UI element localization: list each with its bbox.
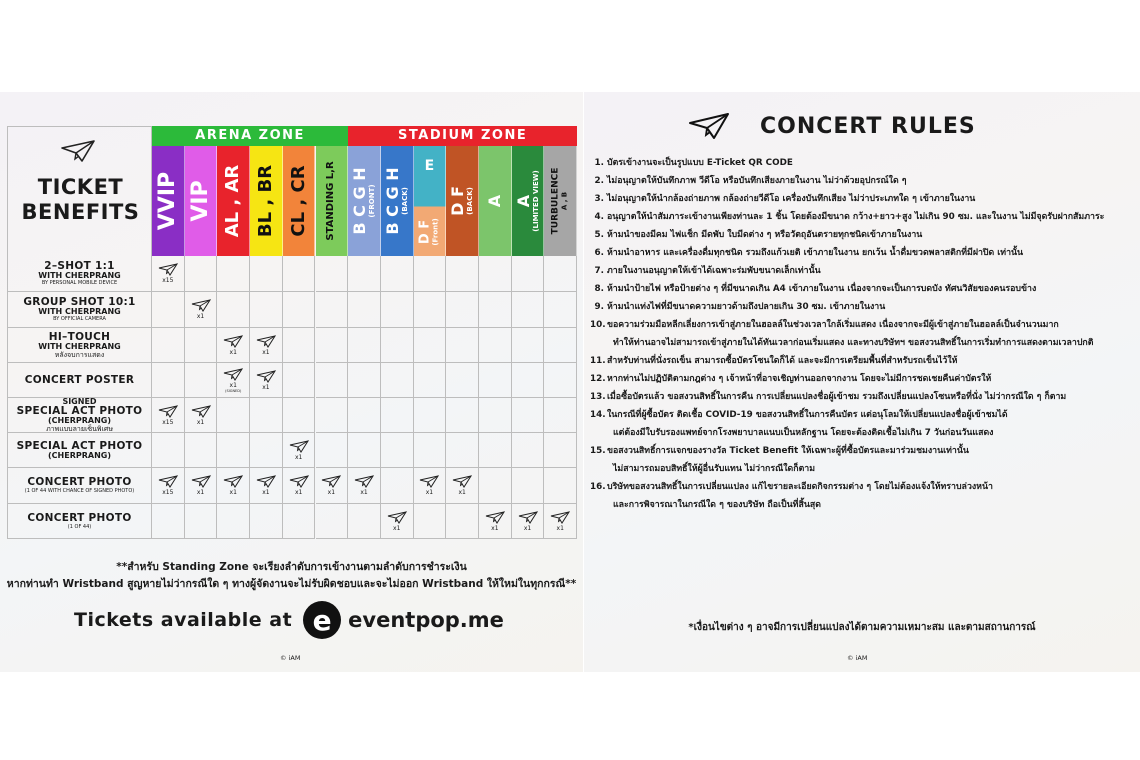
benefit-cell [316, 292, 349, 328]
benefit-cell [446, 468, 479, 504]
paper-plane-icon [191, 405, 211, 418]
benefit-cell [446, 504, 479, 539]
benefit-cell [544, 363, 577, 398]
paper-plane-icon [387, 511, 407, 524]
paper-plane-icon [485, 511, 505, 524]
column-header-label: A [513, 194, 533, 208]
benefit-quantity: x1 [393, 524, 401, 532]
benefit-cell [283, 468, 316, 504]
benefit-cell [446, 292, 479, 328]
benefit-cell [217, 363, 250, 398]
rule-number: 10. [590, 320, 606, 330]
benefit-cell [283, 504, 316, 539]
row-header-tiny: BY OFFICIAL CAMERA [53, 316, 106, 322]
paper-plane-icon [223, 475, 243, 488]
benefit-cell [512, 468, 545, 504]
table-title-line2: BENEFITS [21, 200, 140, 224]
column-header-label: AL , AR [222, 164, 244, 238]
benefit-cell [512, 256, 545, 292]
column-header [316, 146, 349, 256]
rule-item [590, 442, 1136, 460]
stadium-zone-header: STADIUM ZONE [348, 126, 577, 146]
column-header [479, 146, 512, 256]
benefit-cell [348, 398, 381, 433]
column-header-sub: (BACK) [466, 187, 475, 215]
column-header-label: VVIP [154, 171, 180, 231]
benefit-cell [185, 292, 218, 328]
benefit-cell [185, 398, 218, 433]
benefit-cell [348, 256, 381, 292]
rule-item [590, 280, 1136, 298]
paper-plane-icon [289, 440, 309, 453]
rule-number: 2. [594, 176, 604, 186]
rule-number: 3. [594, 194, 604, 204]
column-header-label: D F [448, 186, 468, 216]
benefit-cell [217, 433, 250, 468]
benefit-cell [283, 363, 316, 398]
benefit-cell [381, 256, 414, 292]
paper-plane-icon [158, 263, 178, 276]
benefit-cell [544, 256, 577, 292]
column-header-label: STANDING L,R [325, 161, 337, 241]
benefit-cell [381, 433, 414, 468]
paper-plane-icon [419, 475, 439, 488]
row-header-sub: (CHERPRANG) [48, 450, 111, 460]
benefit-quantity: x1 [262, 348, 270, 356]
benefit-quantity: x1 [327, 489, 336, 496]
column-header-lower-label: D F [417, 219, 433, 244]
row-header-tiny: BY PERSONAL MOBILE DEVICE [41, 280, 118, 286]
benefit-cell [348, 504, 381, 539]
column-header [283, 146, 316, 256]
rule-text: ห้ามนำของมีคม ไฟแช็ก มีดพับ ใบมีดต่าง ๆ หรือวัตถุอันตรายทุกชนิดเข้าภายในงาน [607, 230, 923, 240]
benefit-cell [250, 363, 283, 398]
benefit-cell [185, 504, 218, 539]
rule-text: ขอความร่วมมือหลีกเลี่ยงการเข้าสู่ภายในฮอลล์ในช่วงเวลาใกล้เริ่มแสดง เนื่องจากจะมีผู้เข้าสู่ภายในฮอลล์เป็นจำนวนมาก [607, 320, 1059, 330]
row-header-sub: (CHERPRANG) [48, 415, 111, 425]
rule-number: 14. [590, 410, 606, 420]
benefit-cell [316, 256, 349, 292]
column-header-lower-sub: (Front) [431, 218, 440, 246]
benefit-quantity: x1 [196, 489, 205, 496]
benefit-cell [348, 433, 381, 468]
column-header [217, 146, 250, 256]
benefit-cell [316, 504, 349, 539]
benefit-cell [414, 398, 447, 433]
rule-item [590, 370, 1136, 388]
benefit-cell [414, 256, 447, 292]
benefit-cell [250, 433, 283, 468]
rule-text: ไม่อนุญาตให้บันทึกภาพ วีดีโอ หรือบันทึกเสียงภายในงาน ไม่ว่าด้วยอุปกรณ์ใด ๆ [607, 176, 907, 186]
paper-plane-logo-icon [688, 112, 730, 140]
benefit-quantity: x1 [262, 489, 270, 496]
column-header-label: TURBULENCE [550, 167, 561, 235]
benefit-cell [544, 468, 577, 504]
paper-plane-icon [191, 299, 211, 312]
benefit-cell [250, 468, 283, 504]
rule-text: บัตรเข้างานจะเป็นรูปแบบ E-Ticket QR CODE [607, 158, 793, 168]
row-header-thai: หลังจบการแสดง [54, 350, 105, 359]
rule-text: บริษัทขอสงวนสิทธิ์ในการเปลี่ยนแปลง แก้ไขรายละเอียดกิจกรรมต่าง ๆ โดยไม่ต้องแจ้งให้ทราบล่วงหน้า [607, 482, 993, 492]
benefit-cell [479, 398, 512, 433]
row-header-sub: WITH CHERPRANG [38, 341, 121, 351]
paper-plane-icon [518, 511, 538, 524]
paper-plane-icon [289, 475, 309, 488]
benefit-quantity: x15 [162, 277, 174, 284]
row-header [7, 328, 152, 363]
benefit-cell [316, 328, 349, 363]
benefit-cell [348, 363, 381, 398]
benefit-cell [446, 328, 479, 363]
ticket-benefits-panel [0, 92, 583, 672]
row-header-tiny: (1 OF 44 WITH CHANCE OF SIGNED PHOTO) [24, 488, 135, 494]
rule-text: หากท่านไม่ปฏิบัติตามกฎต่าง ๆ เจ้าหน้าที่อาจเชิญท่านออกจากงาน โดยจะไม่มีการชดเชยคืนค่าบัตรให้ [607, 374, 992, 384]
row-header-main: 2–SHOT 1:1 [44, 260, 115, 272]
paper-plane-icon [452, 475, 472, 488]
paper-plane-icon [256, 475, 276, 488]
row-header-main: GROUP SHOT 10:1 [23, 296, 136, 308]
benefit-cell [217, 292, 250, 328]
rule-number: 6. [594, 248, 604, 258]
benefit-cell [414, 363, 447, 398]
rule-item-continued [590, 334, 1136, 352]
arena-zone-header: ARENA ZONE [152, 126, 348, 146]
rule-item [590, 352, 1136, 370]
rule-text: ห้ามนำป้ายไฟ หรือป้ายต่าง ๆ ที่มีขนาดเกิน A4 เข้าภายในงาน เนื่องจากจะเป็นการบดบัง ทัศนวิสัยของคนรอบข้าง [607, 284, 1037, 294]
rules-disclaimer: *เงื่อนไขต่าง ๆ อาจมีการเปลี่ยนแปลงได้ตามความเหมาะสม และตามสถานการณ์ [688, 622, 1036, 633]
rule-item [590, 298, 1136, 316]
concert-rules-panel [584, 92, 1140, 672]
rule-number: 1. [594, 158, 604, 168]
rule-number: 8. [594, 284, 604, 294]
benefit-quantity: x15 [162, 418, 174, 426]
paper-plane-icon [191, 475, 211, 488]
row-header-main: CONCERT PHOTO [27, 476, 132, 488]
benefit-cell [381, 363, 414, 398]
column-header-label: A [484, 194, 504, 208]
row-header [7, 363, 152, 398]
rule-text: เมื่อซื้อบัตรแล้ว ขอสงวนสิทธิ์ในการคืน การเปลี่ยนแปลงชื่อผู้เข้าชม รวมถึงเปลี่ยนแปลงโซนหรือที่นั่ง ไม่ว่ากรณีใด ๆ ก็ตาม [607, 392, 1067, 402]
benefit-cell [250, 256, 283, 292]
row-header [7, 398, 152, 433]
rule-item [590, 226, 1136, 244]
rule-number: 16. [590, 482, 606, 492]
benefit-cell [512, 398, 545, 433]
column-header-sub: (FRONT) [368, 184, 377, 218]
benefit-cell [479, 433, 512, 468]
row-header [7, 433, 152, 468]
benefit-cell [479, 504, 512, 539]
benefit-cell [283, 433, 316, 468]
benefit-cell [250, 398, 283, 433]
paper-plane-icon [158, 405, 178, 418]
benefit-cell [185, 468, 218, 504]
rule-text: ไม่สามารถมอบสิทธิ์ให้ผู้อื่นรับแทน ไม่ว่ากรณีใดก็ตาม [613, 464, 816, 474]
benefit-quantity: x1 [262, 383, 270, 391]
rule-text: ทำให้ท่านอาจไม่สามารถเข้าสู่ภายในได้ทันเวลาก่อนเริ่มแสดง และทางบริษัทฯ ขอสงวนสิทธิ์ในการเริ่มทำการแสดงตามเวลาปกติ [613, 338, 1094, 348]
rule-number: 5. [594, 230, 604, 240]
rule-text: ไม่อนุญาตให้นำกล้องถ่ายภาพ กล้องถ่ายวีดีโอ เครื่องบันทึกเสียง ไม่ว่าประเภทใด ๆ เข้าภายในงาน [607, 194, 976, 204]
tickets-available-banner [74, 600, 504, 640]
benefit-quantity: x1 [294, 489, 303, 496]
rule-item [590, 172, 1136, 190]
benefit-cell [250, 292, 283, 328]
row-header-main: HI–TOUCH [48, 330, 111, 343]
benefit-cell [512, 292, 545, 328]
benefit-cell [414, 292, 447, 328]
benefit-cell [152, 468, 185, 504]
benefit-cell [446, 433, 479, 468]
rule-number: 9. [594, 302, 604, 312]
row-header-tiny: (1 OF 44) [67, 523, 92, 530]
benefit-cell [381, 398, 414, 433]
benefit-cell [185, 363, 218, 398]
paper-plane-logo-icon [60, 139, 96, 163]
benefit-cell [217, 256, 250, 292]
benefit-cell [283, 398, 316, 433]
benefit-cell [544, 328, 577, 363]
benefit-quantity: x1 [229, 348, 237, 356]
rule-item [590, 388, 1136, 406]
benefit-cell [414, 433, 447, 468]
rules-title: CONCERT RULES [760, 113, 976, 139]
column-header-sub: (BACK) [400, 187, 409, 215]
row-header [7, 256, 152, 292]
rule-text: ห้ามนำอาหาร และเครื่องดื่มทุกชนิด รวมถึงแก้วเยติ เข้าภายในงาน ยกเว้น น้ำดื่มขวดพลาสติกที่มีฝาปิด เท่านั้น [607, 248, 1024, 258]
row-header-main2: SPECIAL ACT PHOTO [16, 404, 143, 417]
column-header [446, 146, 479, 256]
benefit-quantity: x1 [229, 489, 237, 496]
benefit-cell [512, 504, 545, 539]
rule-item-continued [590, 460, 1136, 478]
benefit-cell [152, 398, 185, 433]
row-header-main: SPECIAL ACT PHOTO [16, 439, 143, 452]
rule-text: ในกรณีที่ผู้ซื้อบัตร ติดเชื้อ COVID-19 ขอสงวนสิทธิ์ในการคืนบัตร แต่อนุโลมให้เปลี่ยนแปลงชื่อผู้เข้าชมได้ [607, 410, 1008, 420]
paper-plane-icon [321, 475, 341, 488]
rule-text: สำหรับท่านที่นั่งรถเข็น สามารถซื้อบัตรโซนใดก็ได้ และจะมีการเตรียมพื้นที่สำหรับรถเข็นไว้ให้ [607, 356, 958, 366]
benefit-cell [152, 433, 185, 468]
rule-number: 4. [594, 212, 604, 222]
row-header-sub: WITH CHERPRANG [38, 307, 121, 316]
rule-number: 11. [590, 356, 606, 366]
benefit-cell [316, 363, 349, 398]
column-header-label: VIP [187, 180, 213, 222]
standing-zone-note: **สำหรับ Standing Zone จะเรียงลำดับการเข้างานตามลำดับการชำระเงิน [116, 561, 467, 573]
benefit-cell [283, 292, 316, 328]
benefit-cell [544, 504, 577, 539]
rules-header [688, 106, 976, 146]
column-header [152, 146, 185, 256]
paper-plane-icon [256, 335, 276, 348]
benefit-cell [479, 468, 512, 504]
rule-text: ภายในงานอนุญาตให้เข้าได้เฉพาะร่มพับขนาดเล็กเท่านั้น [607, 266, 821, 276]
paper-plane-icon [223, 368, 243, 381]
rule-text: แต่ต้องมีใบรับรองแพทย์จากโรงพยาบาลแนบเป็นหลักฐาน โดยจะต้องติดเชื้อไม่เกิน 7 วันก่อนวันแสดง [613, 428, 994, 438]
benefit-quantity: x1 [229, 381, 237, 389]
benefit-cell [479, 328, 512, 363]
column-header-label: E [424, 158, 435, 174]
benefit-cell [152, 256, 185, 292]
paper-plane-icon [256, 370, 276, 383]
benefit-note: (SIGNED) [225, 388, 242, 393]
row-header [7, 504, 152, 539]
benefit-cell [544, 433, 577, 468]
rule-text: ขอสงวนสิทธิ์การแจกของรางวัล Ticket Benefit ให้เฉพาะผู้ที่ซื้อบัตรและมาร่วมชมงานเท่านั้น [607, 446, 969, 456]
benefit-cell [446, 256, 479, 292]
rule-item [590, 478, 1136, 496]
benefit-cell [217, 468, 250, 504]
benefit-quantity: x1 [556, 524, 564, 532]
rule-item-continued [590, 424, 1136, 442]
benefit-cell [217, 328, 250, 363]
column-header [414, 146, 447, 256]
benefit-cell [185, 433, 218, 468]
benefit-cell [348, 328, 381, 363]
benefit-cell [414, 504, 447, 539]
wristband-note: หากท่านทำ Wristband สูญหายไม่ว่ากรณีใด ๆ ทางผู้จัดงานจะไม่รับผิดชอบและจะไม่ออก Wristband ให้ใหม่ในทุกกรณี** [6, 578, 577, 590]
benefit-cell [152, 292, 185, 328]
benefit-cell [381, 292, 414, 328]
benefit-cell [414, 468, 447, 504]
benefit-cell [414, 328, 447, 363]
eventpop-link[interactable]: eventpop.me [348, 608, 504, 632]
benefit-cell [348, 292, 381, 328]
column-header-label: CL , CR [287, 165, 309, 237]
column-header [185, 146, 218, 256]
row-header [7, 468, 152, 504]
row-header-main: SIGNED [62, 396, 97, 406]
paper-plane-icon [158, 475, 178, 488]
benefit-cell [250, 504, 283, 539]
benefit-cell [479, 292, 512, 328]
benefit-cell [152, 363, 185, 398]
rule-item-continued [590, 496, 1136, 514]
copyright-right: © iAM [847, 654, 868, 662]
rules-list [590, 154, 1136, 514]
benefit-cell [250, 328, 283, 363]
benefit-quantity: x1 [294, 453, 303, 461]
benefit-cell [316, 398, 349, 433]
copyright-left: © iAM [280, 654, 301, 662]
benefit-cell [283, 328, 316, 363]
benefit-cell [217, 504, 250, 539]
column-header-label: B C G H [382, 167, 402, 235]
benefit-cell [152, 504, 185, 539]
benefit-quantity: x1 [360, 489, 368, 496]
tickets-available-text: Tickets available at [74, 609, 293, 631]
paper-plane-icon [550, 511, 570, 524]
column-header-sub: A , B [560, 191, 569, 211]
table-title-line1: TICKET [37, 175, 124, 199]
rule-number: 15. [590, 446, 606, 456]
row-header-main: CONCERT PHOTO [27, 511, 132, 524]
rule-number: 7. [594, 266, 604, 276]
column-header [348, 146, 381, 256]
column-header [250, 146, 283, 256]
rule-text: และการพิจารณาในกรณีใด ๆ ของบริษัท ถือเป็นที่สิ้นสุด [613, 500, 821, 510]
benefit-cell [316, 468, 349, 504]
benefit-quantity: x15 [162, 489, 174, 496]
benefit-cell [381, 504, 414, 539]
benefit-cell [152, 328, 185, 363]
column-header-label: BL , BR [254, 164, 276, 238]
row-header [7, 292, 152, 328]
column-header-label: B C G H [350, 167, 370, 235]
benefit-cell [479, 256, 512, 292]
column-header-sub: (LIMITED VIEW) [531, 170, 540, 232]
column-header [544, 146, 577, 256]
eventpop-logo-icon: e [303, 601, 341, 639]
benefit-quantity: x1 [425, 489, 434, 496]
rule-text: ห้ามนำแท่งไฟที่มีขนาดความยาวด้ามถึงปลายเกิน 30 ซม. เข้าภายในงาน [607, 302, 886, 312]
benefit-quantity: x1 [523, 524, 532, 532]
benefit-cell [185, 256, 218, 292]
benefit-cell [185, 328, 218, 363]
paper-plane-icon [354, 475, 374, 488]
benefit-cell [348, 468, 381, 504]
benefit-cell [217, 398, 250, 433]
benefit-cell [544, 292, 577, 328]
rule-item [590, 244, 1136, 262]
rule-number: 12. [590, 374, 606, 384]
rule-item [590, 406, 1136, 424]
benefit-quantity: x1 [491, 524, 499, 532]
benefit-cell [381, 468, 414, 504]
table-title [8, 175, 153, 225]
rule-item [590, 262, 1136, 280]
rule-item [590, 208, 1136, 226]
benefit-cell [381, 328, 414, 363]
rule-item [590, 316, 1136, 334]
rule-item [590, 190, 1136, 208]
benefit-cell [446, 363, 479, 398]
column-header [512, 146, 545, 256]
benefit-quantity: x1 [458, 489, 466, 496]
benefit-cell [544, 398, 577, 433]
benefit-quantity: x1 [196, 418, 205, 426]
paper-plane-icon [223, 335, 243, 348]
row-header-sub: WITH CHERPRANG [38, 271, 121, 280]
rule-text: อนุญาตให้นำสัมภาระเข้างานเพียงท่านละ 1 ชิ้น โดยต้องมีขนาด กว้าง+ยาว+สูง ไม่เกิน 90 ซม. และในงาน ไม่มีจุดรับฝากสัมภาระ [607, 212, 1105, 222]
benefit-cell [283, 256, 316, 292]
benefit-quantity: x1 [196, 313, 205, 320]
row-header-thai: ภาพแบบลายเซ็นพิเศษ [46, 424, 113, 433]
benefit-cell [446, 398, 479, 433]
benefit-cell [512, 363, 545, 398]
benefit-cell [316, 433, 349, 468]
rule-item [590, 154, 1136, 172]
row-header-main: CONCERT POSTER [24, 373, 135, 386]
column-header [381, 146, 414, 256]
benefit-cell [512, 433, 545, 468]
benefit-cell [512, 328, 545, 363]
benefit-cell [479, 363, 512, 398]
rule-number: 13. [590, 392, 606, 402]
